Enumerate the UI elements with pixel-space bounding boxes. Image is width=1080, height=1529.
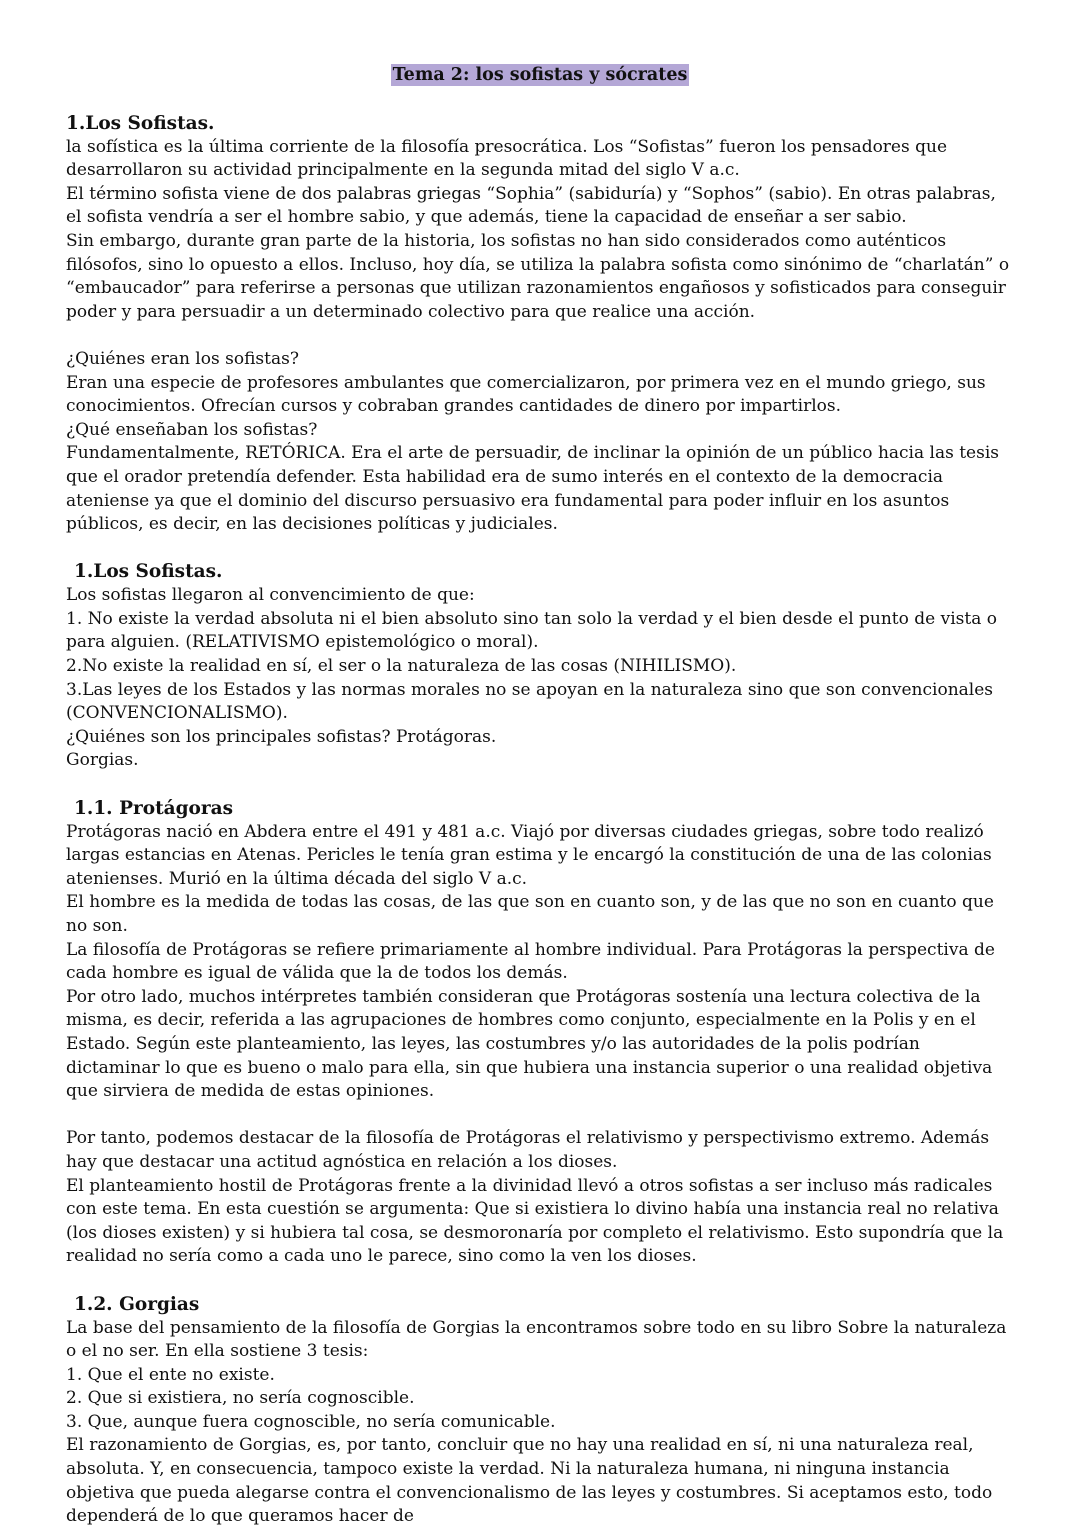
paragraph: Por tanto, podemos destacar de la filosofía de Protágoras el relativismo y perspectivismo extremo. Además hay que destacar una actitud agnóstica en relación a los dioses.: [66, 1128, 990, 1172]
paragraph: El razonamiento de Gorgias, es, por tanto, concluir que no hay una realidad en sí, ni una naturaleza real, absoluta. Y, en consecuencia, tampoco existe la verdad. Ni la naturaleza humana, ni ninguna instancia objetiva que pueda alegarse contra el convencionalismo de las leyes y costumbres. Si aceptamos esto, todo dependerá de lo que queramos hacer de: [66, 1435, 993, 1527]
paragraph: la sofística es la última corriente de la filosofía presocrática. Los “Sofistas” fueron los pensadores que desarrollaron su actividad principalmente en la segunda mitad del siglo V a.c.: [66, 136, 948, 181]
page-title: Tema 2: los sofistas y sócrates: [392, 65, 688, 85]
paragraph: Protágoras nació en Abdera entre el 491 y 481 a.c. Viajó por diversas ciudades griegas, sobre todo realizó largas estancias en Atenas. Pericles le tenía gran estima y le encargó la constitución de una de las colonias atenienses. Murió en la última década del siglo V a.c.: [66, 821, 992, 889]
section-heading: 1.Los Sofistas.: [66, 112, 215, 134]
paragraph: Sin embargo, durante gran parte de la historia, los sofistas no han sido considerados como auténticos filósofos, sino lo opuesto a ellos. Incluso, hoy día, se utiliza la palabra sofista como sinónimo de “charlatán” o “embaucador” para referirse a personas que utilizan razonamientos engañosos y sofisticados para conseguir poder y para persuadir a un determinado colectivo para que realice una acción.: [66, 230, 1010, 322]
section-quienes: [66, 348, 1014, 537]
section-heading: 1.2. Gorgias: [74, 1293, 200, 1315]
paragraph: 3. Que, aunque fuera cognoscible, no sería comunicable.: [66, 1411, 556, 1432]
paragraph: La filosofía de Protágoras se refiere primariamente al hombre individual. Para Protágoras la perspectiva de cada hombre es igual de válida que la de todos los demás.: [66, 939, 995, 984]
section-gorgias: [66, 1293, 1014, 1529]
paragraph: 2. Que si existiera, no sería cognoscible.: [66, 1388, 415, 1409]
paragraph: El planteamiento hostil de Protágoras frente a la divinidad llevó a otros sofistas a ser incluso más radicales con este tema. En esta cuestión se argumenta: Que si existiera lo divino había una instancia real no relativa (los dioses existen) y si hubiera tal cosa, se desmoronaría por completo el relativismo. Esto supondría que la realidad no sería como a cada uno le parece, sino como la ven los dioses.: [66, 1175, 1004, 1267]
title-wrap: [66, 64, 1014, 88]
paragraph: ¿Qué enseñaban los sofistas?: [66, 419, 318, 440]
paragraph: El hombre es la medida de todas las cosas, de las que son en cuanto son, y de las que no son en cuanto que no son.: [66, 892, 994, 936]
paragraph: El término sofista viene de dos palabras griegas “Sophia” (sabiduría) y “Sophos” (sabio). En otras palabras, el sofista vendría a ser el hombre sabio, y que además, tiene la capacidad de enseñar a ser sabio.: [66, 183, 996, 228]
paragraph: La base del pensamiento de la filosofía de Gorgias la encontramos sobre todo en su libro Sobre la naturaleza o el no ser. En ella sostiene 3 tesis:: [66, 1317, 1007, 1362]
paragraph: 2.No existe la realidad en sí, el ser o la naturaleza de las cosas (NIHILISMO).: [66, 656, 737, 677]
paragraph: 3.Las leyes de los Estados y las normas morales no se apoyan en la naturaleza sino que son convencionales (CONVENCIONALISMO).: [66, 679, 993, 724]
section-sofistas-intro: [66, 112, 1014, 325]
paragraph: Gorgias.: [66, 750, 139, 771]
paragraph: 1. No existe la verdad absoluta ni el bien absoluto sino tan solo la verdad y el bien desde el punto de vista o para alguien. (RELATIVISMO epistemológico o moral).: [66, 608, 997, 653]
paragraph: ¿Quiénes son los principales sofistas? Protágoras.: [66, 726, 497, 747]
paragraph: Fundamentalmente, RETÓRICA. Era el arte de persuadir, de inclinar la opinión de un público hacia las tesis que el orador pretendía defender. Esta habilidad era de sumo interés en el contexto de la democracia ateniense ya que el dominio del discurso persuasivo era fundamental para poder influir en los asuntos públicos, es decir, en las decisiones políticas y judiciales.: [66, 443, 1000, 535]
paragraph: 1. Que el ente no existe.: [66, 1364, 275, 1385]
section-heading: 1.Los Sofistas.: [74, 561, 223, 583]
section-protagoras: [66, 797, 1014, 1269]
paragraph: Por otro lado, muchos intérpretes también consideran que Protágoras sostenía una lectura colectiva de la misma, es decir, referida a las agrupaciones de hombres como conjunto, especialmente en la Polis y en el Estado. Según este planteamiento, las leyes, las costumbres y/o las autoridades de la polis podrían dictaminar lo que es bueno o malo para ella, sin que hubiera una instancia superior o una realidad objetiva que sirviera de medida de estas opiniones.: [66, 986, 993, 1102]
section-heading: 1.1. Protágoras: [74, 797, 234, 819]
paragraph: ¿Quiénes eran los sofistas?: [66, 348, 299, 369]
paragraph: Los sofistas llegaron al convencimiento de que:: [66, 585, 475, 606]
paragraph: Eran una especie de profesores ambulantes que comercializaron, por primera vez en el mundo griego, sus conocimientos. Ofrecían cursos y cobraban grandes cantidades de dinero por impartirlos.: [66, 372, 986, 417]
section-sofistas-tesis: [66, 560, 1014, 773]
